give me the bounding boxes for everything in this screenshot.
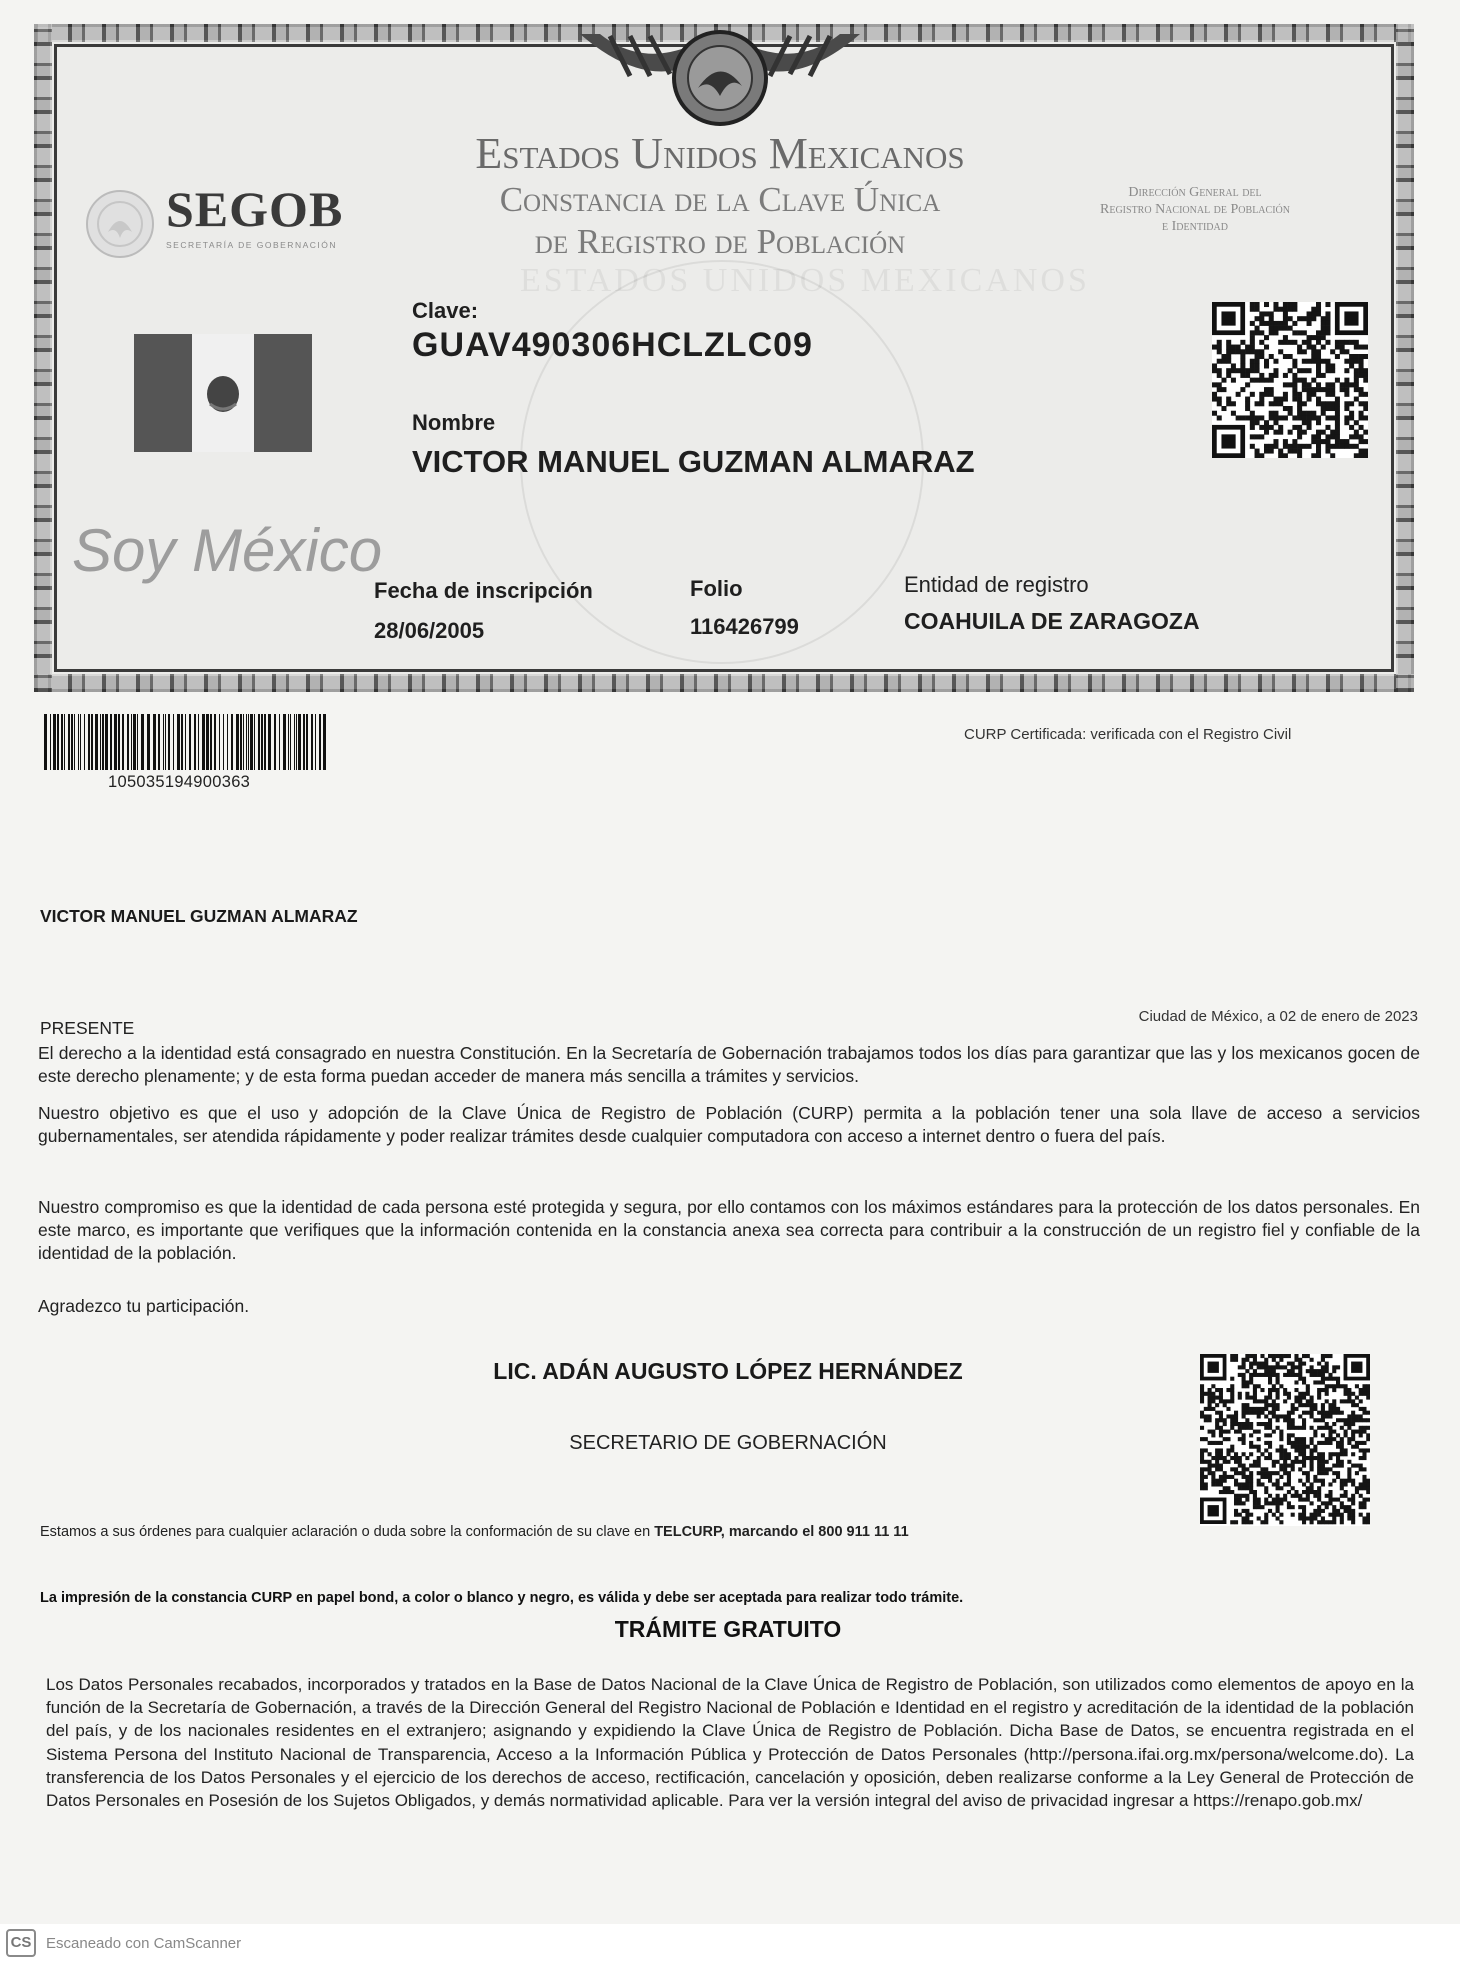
doc-title-line-1: Constancia de la Clave Única	[499, 180, 941, 219]
entidad-value: COAHUILA DE ZARAGOZA	[904, 608, 1200, 634]
direccion-general	[1050, 184, 1340, 235]
fecha-value: 28/06/2005	[374, 618, 485, 643]
folio-label: Folio	[690, 576, 743, 601]
agency-subtitle: SECRETARÍA DE GOBERNACIÓN	[166, 240, 338, 250]
nombre-value: VICTOR MANUEL GUZMAN ALMARAZ	[412, 444, 975, 479]
signer-name: LIC. ADÁN AUGUSTO LÓPEZ HERNÁNDEZ	[493, 1358, 963, 1384]
letter-paragraph-2: Nuestro objetivo es que el uso y adopción de la Clave Única de Registro de Población (CURP) permita a la población tener una sola llave de acceso a servicios gubernamentales, ser atendida rápidamente y poder realizar trámites desde cualquier computadora con acceso a internet dentro o fuera del país.	[38, 1103, 1420, 1146]
letter-recipient: VICTOR MANUEL GUZMAN ALMARAZ	[40, 906, 358, 926]
watermark-text: ESTADOS UNIDOS MEXICANOS	[520, 262, 1090, 299]
country-title: Estados Unidos Mexicanos	[475, 129, 965, 178]
direccion-line-2: Registro Nacional de Población	[1100, 202, 1290, 217]
contact-line	[40, 1524, 909, 1540]
letter-paragraph-1: El derecho a la identidad está consagrado en nuestra Constitución. En la Secretaría de Gobernación trabajamos todos los días para garantizar que las y los mexicanos gocen de este derecho plenamente; y de esta forma puedan acceder de manera más sencilla a trámites y servicios.	[38, 1043, 1420, 1086]
validity-note: La impresión de la constancia CURP en papel bond, a color o blanco y negro, es válida y debe ser aceptada para realizar todo trámite.	[40, 1590, 964, 1606]
letter-paragraph-3: Nuestro compromiso es que la identidad de cada persona esté protegida y segura, por ello contamos con los máximos estándares para la protección de los datos personales. En este marco, es importante que verifiques que la información contenida en la constancia anexa sea correcta para contribuir a la construcción de un registro fiel y confiable de la identidad de la población.	[38, 1197, 1420, 1263]
doc-title-line-2: de Registro de Población	[534, 222, 906, 261]
letter-qr-code-icon[interactable]	[1200, 1354, 1370, 1526]
letter-presente: PRESENTE	[40, 1018, 135, 1038]
clave-label: Clave:	[412, 298, 479, 323]
free-procedure: TRÁMITE GRATUITO	[614, 1616, 842, 1642]
agency-logo-text: SEGOB	[166, 181, 344, 237]
segob-seal-icon	[84, 188, 156, 260]
card-frame-right	[1396, 24, 1414, 692]
flag-icon	[134, 334, 312, 452]
clave-value: GUAV490306HCLZLC09	[412, 326, 813, 364]
card-frame-left	[34, 24, 52, 692]
certified-note: CURP Certificada: verificada con el Registro Civil	[964, 726, 1292, 743]
barcode-number: 105035194900363	[108, 773, 251, 791]
card-frame-bottom	[34, 674, 1414, 692]
fecha-label: Fecha de inscripción	[374, 578, 593, 603]
card-qr-code-icon[interactable]	[1212, 302, 1368, 458]
contact-phone: TELCURP, marcando el 800 911 11 11	[654, 1524, 909, 1540]
barcode-icon	[44, 714, 330, 770]
privacy-notice: Los Datos Personales recabados, incorporados y tratados en la Base de Datos Nacional de la Clave Única de Registro de Población, son utilizados como elementos de apoyo en la función de la Secretaría de Gobernación, a través de la Dirección General del Registro Nacional de Población e Identidad en el registro y acreditación de la identidad de la población del país, y de los nacionales residentes en el extranjero; asignando y expidiendo la Clave Única de Registro de Población. Dicha Base de Datos, se encuentra registrada en el Sistema Persona del Instituto Nacional de Transparencia, Acceso a la Información Pública y Protección de Datos Personales (http://persona.ifai.org.mx/persona/welcome.do). La transferencia de los Datos Personales y el ejercicio de los derechos de acceso, rectificación, cancelación y oposición, deben realizarse conforme a la Ley General de Protección de Datos Personales en Posesión de los Sujetos Obligados, y demás normatividad aplicable. Para ver la versión integral del aviso de privacidad ingresar a https://renapo.gob.mx/	[46, 1675, 1414, 1811]
letter-place-date: Ciudad de México, a 02 de enero de 2023	[1138, 1008, 1418, 1025]
contact-text: Estamos a sus órdenes para cualquier aclaración o duda sobre la conformación de su clave en	[40, 1524, 655, 1540]
entidad-label: Entidad de registro	[904, 572, 1089, 597]
nombre-label: Nombre	[412, 410, 496, 435]
coat-of-arms-icon	[570, 26, 870, 130]
scanner-text: Escaneado con CamScanner	[46, 1935, 242, 1952]
folio-value: 116426799	[690, 614, 799, 639]
direccion-line-1: Dirección General del	[1128, 185, 1262, 200]
letter-thanks: Agradezco tu participación.	[38, 1296, 250, 1316]
slogan-text: Soy México	[72, 517, 383, 584]
direccion-line-3: e Identidad	[1162, 219, 1228, 234]
signer-title: SECRETARIO DE GOBERNACIÓN	[569, 1432, 887, 1454]
camscanner-logo-icon: CS	[6, 1929, 36, 1957]
